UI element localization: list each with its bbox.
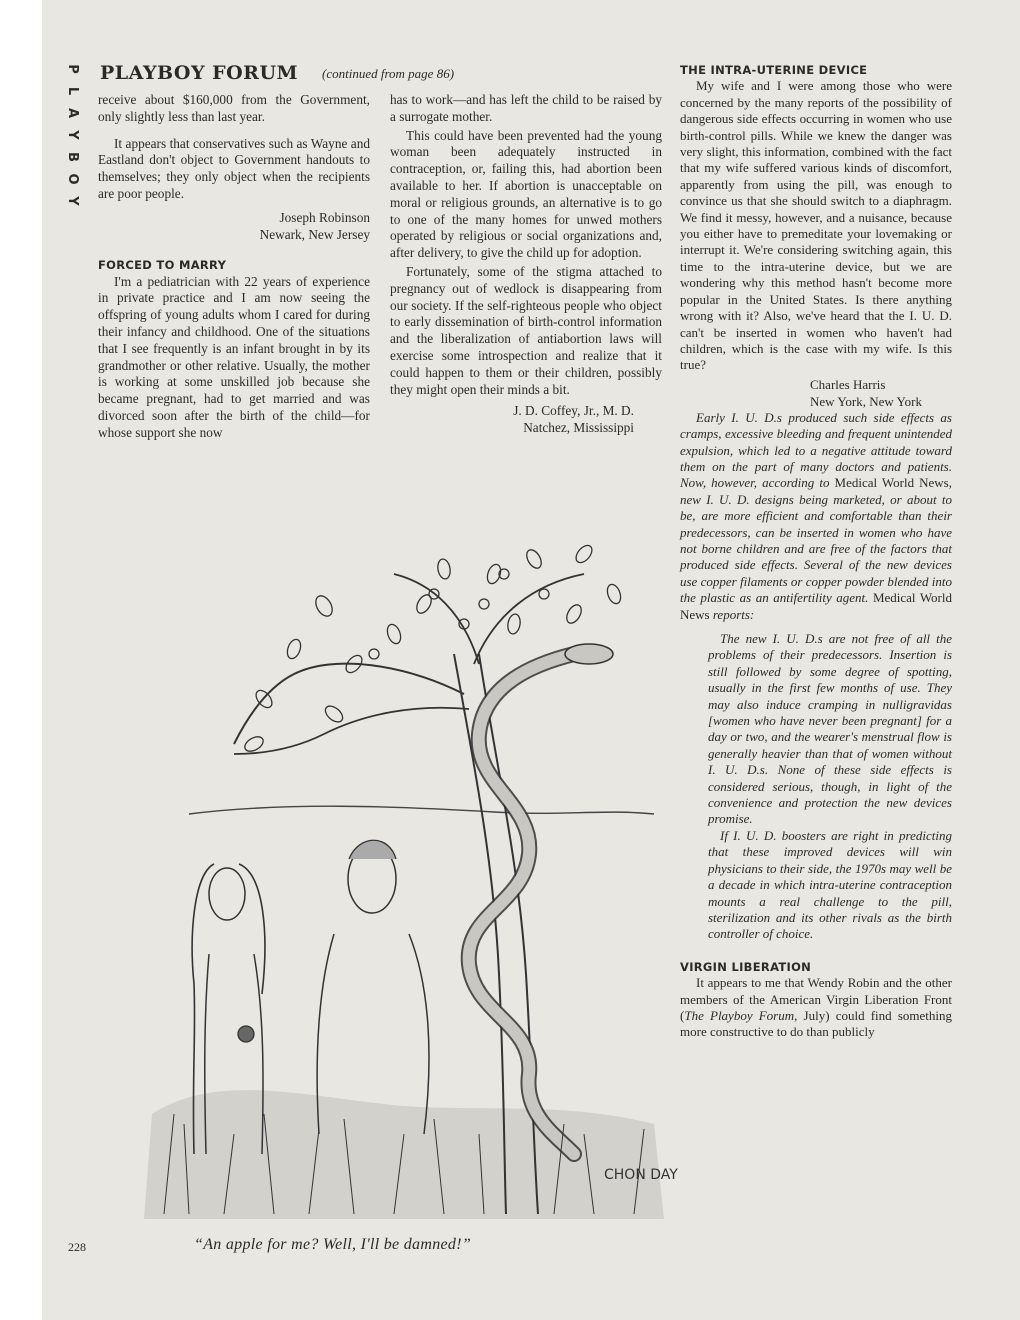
grass-shading: [144, 1090, 664, 1219]
continued-note: (continued from page 86): [322, 66, 455, 81]
col3-paragraph-2: It appears to me that Wendy Robin and the other members of the American Virgin Liberation Front (The Playboy Forum, July) could find something more constructive to do than publicly: [680, 975, 952, 1040]
magazine-page: [42, 0, 1020, 1320]
page-number: 228: [68, 1240, 86, 1254]
col1-signature: Joseph Robinson Newark, New Jersey: [259, 209, 370, 242]
col2-paragraph-3: Fortunately, some of the stigma attached to pregnancy out of wedlock is disappearing from our society. If the self-righteous people who object to early dissemination of birth-control information and the liberalization of antiabortion laws will exercise some introspection and realize that it could happen to them or their children, possibly they might open their minds a bit.: [390, 263, 662, 397]
col1-paragraph-2: It appears that conservatives such as Wayne and Eastland don't object to Government handouts to themselves; they only object when the recipients are poor people.: [98, 135, 370, 201]
column-3: [680, 62, 952, 1041]
col2-paragraph-2: This could have been prevented had the young woman been adequately instructed in contraception, or, failing this, had abortion been available to her. If abortion is unacceptable on moral or religious grounds, an alternative is to go to one of the many homes for unwed mothers operated by religious or social organizations and, after delivery, to give the child up for adoption.: [390, 127, 662, 261]
column-1: [98, 92, 370, 442]
tree-apples: [369, 569, 549, 659]
col3-quote-paragraph-2: If I. U. D. boosters are right in predicting that these improved devices will win physicians to their side, the 1970s may well be a decade in which intra-uterine contraception mounts a real challenge to the pill, sterilization and its other rivals as the birth controller of choice.: [708, 827, 952, 942]
tree-branch-left-2: [234, 708, 469, 754]
col3-paragraph-1: My wife and I were among those who were concerned by the many reports of the possibility of dangerous side effects occurring in women who use birth-control pills. While we knew the danger was very slight, this information, combined with the fact that my wife suffered various kinds of discomfort, apparently from using the pill, was enough to convince us that she should switch to a diaphragm. We find it messy, however, and a nuisance, because you either have to premeditate your lovemaking or interrupt it. We're considering switching again, this time to the intra-uterine device, but we are wondering why this method hasn't become more popular in the United States. Is there anything wrong with it? Also, we've heard that the I. U. D. can't be inserted in women who haven't had children, which is the case with my wife. Is this true?: [680, 78, 952, 373]
cartoonist-signature: CHON DAY: [604, 1167, 678, 1183]
cartoon-caption: “An apple for me? Well, I'll be damned!”: [194, 1236, 472, 1253]
heading-intra-uterine-device: THE INTRA-UTERINE DEVICE: [680, 63, 868, 77]
col3-reply: Early I. U. D.s produced such side effects as cramps, excessive bleeding and frequent unintended expulsion, which led to a negative attitude toward them on the part of many doctors and patients. Now, however, according to Medical World News, new I. U. D. designs being marketed, or about to be, are more efficient and comfortable than their predecessors, can be inserted in women who have not borne children and are free of the factors that produced side effects. Several of the new devices use copper filaments or copper powder blended into the plastic as an antifertility agent. Medical World News reports:: [680, 409, 952, 622]
col1-paragraph-1: receive about $160,000 from the Government, only slightly less than last year.: [98, 92, 370, 124]
cartoon-illustration: [134, 514, 686, 1224]
margin-label-playboy: P L A Y B O Y: [65, 64, 80, 206]
tree-branch-left: [234, 664, 464, 744]
snake-head: [565, 644, 613, 664]
col3-quote: [708, 631, 952, 943]
forum-title: PLAYBOY FORUM: [100, 62, 299, 84]
col3-signature: Charles Harris New York, New York: [810, 376, 922, 409]
col1-paragraph-3: I'm a pediatrician with 22 years of experience in private practice and I am now seeing the offspring of young adults whom I cared for during their infancy and childhood. One of the situations that I see frequently is an infant brought in by its grandmother or other relative. Usually, the mother is working at some unskilled job because she became pregnant, had to get married and was divorced soon after the birth of the child—for whose support she now: [98, 273, 370, 440]
horizon-line: [189, 806, 654, 814]
eve-face: [209, 868, 245, 920]
adam-hair: [349, 840, 396, 859]
heading-virgin-liberation: VIRGIN LIBERATION: [680, 959, 812, 974]
col3-quote-paragraph-1: The new I. U. D.s are not free of all the problems of their predecessors. Insertion is still followed by some degree of spotting, usually in the first few months of use. They may also induce cramping in nulligravidas [women who have never been pregnant] for a day or two, and the wearer's menstrual flow is generally heavier than that of women without I. U. D.s. None of these side effects is considered serious, though, in light of the convenience and protection the new devices promise.: [708, 631, 952, 827]
col2-signature: J. D. Coffey, Jr., M. D. Natchez, Mississippi: [513, 403, 634, 436]
col2-paragraph-1: has to work—and has left the child to be raised by a surrogate mother.: [390, 92, 662, 124]
heading-forced-to-marry: FORCED TO MARRY: [98, 257, 227, 272]
apple-in-hand: [238, 1026, 254, 1042]
column-2: [390, 92, 662, 436]
